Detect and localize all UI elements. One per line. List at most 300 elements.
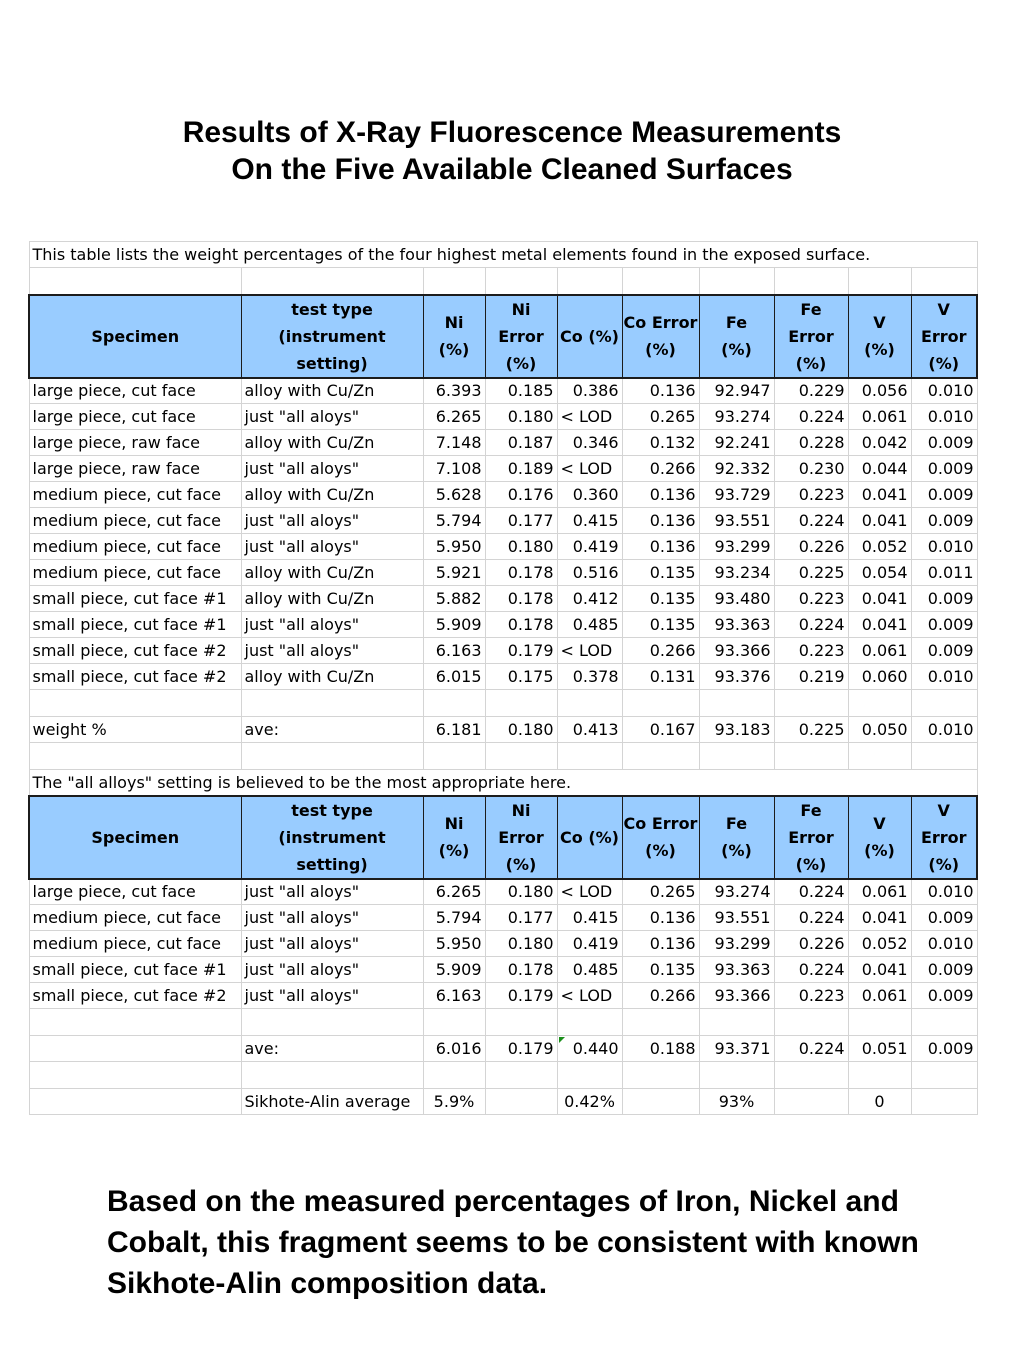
table-row — [29, 560, 977, 586]
value-cell[interactable]: 0.265 — [622, 404, 699, 430]
specimen-cell[interactable]: medium piece, cut face — [29, 508, 241, 534]
empty-cell[interactable] — [423, 690, 485, 717]
specimen-cell[interactable]: large piece, raw face — [29, 456, 241, 482]
value-cell[interactable]: 0.135 — [622, 560, 699, 586]
value-cell[interactable]: < LOD — [557, 456, 622, 482]
value-cell[interactable]: 93.363 — [699, 612, 774, 638]
empty-cell[interactable] — [423, 1009, 485, 1036]
header-row — [29, 295, 977, 378]
value-cell[interactable]: 0.219 — [774, 664, 848, 690]
value-cell[interactable]: 0.178 — [485, 560, 557, 586]
table-row — [29, 957, 977, 983]
value-cell[interactable]: < LOD — [557, 404, 622, 430]
empty-cell[interactable] — [622, 690, 699, 717]
value-cell[interactable]: 0.224 — [774, 879, 848, 905]
specimen-cell[interactable]: small piece, cut face #2 — [29, 664, 241, 690]
value-cell[interactable]: 0.009 — [911, 430, 977, 456]
value-cell[interactable]: 0.136 — [622, 508, 699, 534]
table-row — [29, 612, 977, 638]
specimen-cell[interactable]: medium piece, cut face — [29, 560, 241, 586]
value-cell[interactable]: 0.061 — [848, 638, 911, 664]
value-cell[interactable]: 0.224 — [774, 957, 848, 983]
value-cell[interactable]: 0.009 — [911, 983, 977, 1009]
table-row — [29, 879, 977, 905]
test-type-cell[interactable]: ave: — [241, 717, 423, 743]
value-cell[interactable]: 93.299 — [699, 931, 774, 957]
empty-cell[interactable] — [911, 1009, 977, 1036]
specimen-cell[interactable]: large piece, cut face — [29, 378, 241, 404]
value-cell[interactable]: 0.135 — [622, 957, 699, 983]
value-cell[interactable]: 0.136 — [622, 534, 699, 560]
value-cell[interactable]: 0.189 — [485, 456, 557, 482]
empty-cell[interactable] — [911, 690, 977, 717]
value-cell[interactable]: 93.371 — [699, 1036, 774, 1062]
value-cell[interactable]: 0.386 — [557, 378, 622, 404]
specimen-cell[interactable]: weight % — [29, 717, 241, 743]
value-cell[interactable]: 0.224 — [774, 404, 848, 430]
conclusion-text: Based on the measured percentages of Iron, Nickel and Cobalt, this fragment seems to be consistent with known Sikhote-Alin composition data. — [107, 1185, 919, 1300]
empty-cell[interactable] — [699, 1009, 774, 1036]
value-cell[interactable]: 93.551 — [699, 508, 774, 534]
empty-cell[interactable] — [241, 690, 423, 717]
value-cell[interactable]: 0.051 — [848, 1036, 911, 1062]
value-cell[interactable]: 0.175 — [485, 664, 557, 690]
value-cell[interactable]: 0.230 — [774, 456, 848, 482]
test-type-cell[interactable]: alloy with Cu/Zn — [241, 378, 423, 404]
test-type-cell[interactable]: alloy with Cu/Zn — [241, 560, 423, 586]
empty-cell[interactable] — [241, 1062, 423, 1089]
value-cell[interactable]: 6.163 — [423, 638, 485, 664]
value-cell[interactable]: 0.011 — [911, 560, 977, 586]
specimen-cell[interactable]: large piece, cut face — [29, 404, 241, 430]
specimen-cell[interactable]: small piece, cut face #1 — [29, 586, 241, 612]
value-cell[interactable]: 0.378 — [557, 664, 622, 690]
reference-value-cell[interactable] — [29, 1089, 241, 1115]
test-type-cell[interactable]: just "all aloys" — [241, 638, 423, 664]
table-caption-row — [29, 242, 977, 268]
test-type-cell[interactable]: ave: — [241, 1036, 423, 1062]
empty-cell[interactable] — [29, 743, 241, 770]
value-cell[interactable]: 0.180 — [485, 931, 557, 957]
value-cell[interactable]: 0.041 — [848, 482, 911, 508]
reference-value-cell[interactable] — [622, 1089, 699, 1115]
co-error-header — [622, 796, 699, 879]
value-cell[interactable]: 0.009 — [911, 456, 977, 482]
empty-cell[interactable] — [622, 1009, 699, 1036]
empty-cell[interactable] — [485, 1009, 557, 1036]
value-cell[interactable]: 92.241 — [699, 430, 774, 456]
empty-cell[interactable] — [423, 743, 485, 770]
empty-cell[interactable] — [622, 1062, 699, 1089]
specimen-cell[interactable]: large piece, raw face — [29, 430, 241, 456]
fe-header-line: (%) — [721, 841, 752, 860]
v-header — [848, 295, 911, 378]
value-cell[interactable]: 0.419 — [557, 534, 622, 560]
ni-error-header — [485, 796, 557, 879]
value-cell[interactable]: 0.177 — [485, 905, 557, 931]
value-cell[interactable]: 0.223 — [774, 586, 848, 612]
value-cell[interactable]: 0.061 — [848, 404, 911, 430]
test-type-cell[interactable]: just "all aloys" — [241, 931, 423, 957]
value-cell[interactable]: 5.950 — [423, 931, 485, 957]
value-cell[interactable]: 0.178 — [485, 586, 557, 612]
value-cell[interactable]: 93.376 — [699, 664, 774, 690]
blank-row — [29, 743, 977, 770]
value-cell[interactable]: 0.485 — [557, 612, 622, 638]
value-cell[interactable]: 0.010 — [911, 931, 977, 957]
value-cell[interactable]: 6.265 — [423, 404, 485, 430]
value-cell[interactable]: 0.009 — [911, 482, 977, 508]
reference-value-cell[interactable]: 5.9% — [423, 1089, 485, 1115]
value-cell[interactable]: 0.266 — [622, 456, 699, 482]
value-cell[interactable]: 0.413 — [557, 717, 622, 743]
table-row — [29, 931, 977, 957]
specimen-cell[interactable]: medium piece, cut face — [29, 905, 241, 931]
value-cell[interactable]: 0.415 — [557, 508, 622, 534]
test-type-cell[interactable]: just "all aloys" — [241, 879, 423, 905]
value-cell[interactable]: 0.226 — [774, 931, 848, 957]
value-cell[interactable]: 93.366 — [699, 983, 774, 1009]
empty-cell[interactable] — [557, 268, 622, 295]
value-cell[interactable]: 0.516 — [557, 560, 622, 586]
value-cell[interactable]: 0.223 — [774, 983, 848, 1009]
value-cell[interactable]: 6.393 — [423, 378, 485, 404]
empty-cell[interactable] — [557, 1009, 622, 1036]
co-header — [557, 796, 622, 879]
value-cell[interactable]: 0.061 — [848, 983, 911, 1009]
fe-error-header — [774, 295, 848, 378]
v-error-header-line: (%) — [928, 854, 960, 874]
value-cell[interactable]: 0.187 — [485, 430, 557, 456]
empty-cell[interactable] — [774, 690, 848, 717]
empty-cell[interactable] — [485, 268, 557, 295]
empty-cell[interactable] — [622, 268, 699, 295]
value-cell[interactable]: 0.180 — [485, 717, 557, 743]
specimen-header-line: Specimen — [91, 326, 180, 346]
value-cell[interactable]: 0.041 — [848, 508, 911, 534]
specimen-cell[interactable]: medium piece, cut face — [29, 534, 241, 560]
value-cell[interactable]: 0.009 — [911, 1036, 977, 1062]
table-row — [29, 586, 977, 612]
specimen-cell[interactable]: small piece, cut face #2 — [29, 638, 241, 664]
ni-error-header-line: (%) — [505, 353, 537, 373]
fe-error-header — [774, 796, 848, 879]
page-title — [0, 114, 1024, 188]
value-cell[interactable]: 0.009 — [911, 905, 977, 931]
fe-header-line: Fe — [725, 313, 748, 332]
value-cell[interactable]: 93.363 — [699, 957, 774, 983]
value-cell[interactable]: 0.419 — [557, 931, 622, 957]
value-cell[interactable]: 0.176 — [485, 482, 557, 508]
value-cell[interactable]: 0.135 — [622, 586, 699, 612]
value-cell[interactable]: 0.180 — [485, 404, 557, 430]
value-cell[interactable]: 0.010 — [911, 664, 977, 690]
blank-row — [29, 1062, 977, 1089]
value-cell[interactable]: 0.009 — [911, 508, 977, 534]
ni-header-line: (%) — [438, 841, 470, 860]
value-cell[interactable]: 0.229 — [774, 378, 848, 404]
empty-cell[interactable] — [29, 690, 241, 717]
empty-cell[interactable] — [423, 1062, 485, 1089]
ni-header — [423, 295, 485, 378]
test-type-cell[interactable]: just "all aloys" — [241, 456, 423, 482]
value-cell[interactable]: 5.909 — [423, 957, 485, 983]
value-cell[interactable]: 0.135 — [622, 612, 699, 638]
value-cell[interactable]: 93.274 — [699, 404, 774, 430]
table-row — [29, 430, 977, 456]
empty-cell[interactable] — [485, 743, 557, 770]
empty-cell[interactable] — [423, 268, 485, 295]
specimen-cell[interactable] — [29, 1036, 241, 1062]
test-type-cell[interactable]: just "all aloys" — [241, 404, 423, 430]
specimen-cell[interactable]: small piece, cut face #2 — [29, 983, 241, 1009]
value-cell[interactable]: 0.177 — [485, 508, 557, 534]
ni-error-header — [485, 295, 557, 378]
value-cell[interactable]: 6.015 — [423, 664, 485, 690]
specimen-cell[interactable]: large piece, cut face — [29, 879, 241, 905]
value-cell[interactable]: 6.016 — [423, 1036, 485, 1062]
empty-cell[interactable] — [774, 1009, 848, 1036]
value-cell[interactable]: 0.485 — [557, 957, 622, 983]
v-header-line: (%) — [864, 841, 895, 860]
value-cell[interactable]: 92.332 — [699, 456, 774, 482]
value-cell[interactable]: 5.794 — [423, 905, 485, 931]
value-cell[interactable]: 0.041 — [848, 612, 911, 638]
value-cell[interactable]: 0.010 — [911, 879, 977, 905]
table-row — [29, 905, 977, 931]
title-line-2: On the Five Available Cleaned Surfaces — [231, 153, 793, 186]
value-cell[interactable]: 0.224 — [774, 905, 848, 931]
value-cell[interactable]: 5.628 — [423, 482, 485, 508]
value-cell[interactable]: 93.274 — [699, 879, 774, 905]
value-cell[interactable]: 0.179 — [485, 638, 557, 664]
value-cell[interactable]: 6.163 — [423, 983, 485, 1009]
settings-note[interactable]: The "all alloys" setting is believed to be the most appropriate here. — [29, 770, 977, 796]
value-cell[interactable]: 0.225 — [774, 717, 848, 743]
value-cell[interactable]: 0.223 — [774, 638, 848, 664]
value-cell[interactable]: 0.010 — [911, 717, 977, 743]
co-error-header-line: Co Error — [623, 313, 698, 332]
value-cell[interactable]: 0.056 — [848, 378, 911, 404]
value-cell[interactable]: < LOD — [557, 638, 622, 664]
value-cell[interactable]: 0.223 — [774, 482, 848, 508]
value-cell[interactable]: 0.185 — [485, 378, 557, 404]
value-cell[interactable]: 5.794 — [423, 508, 485, 534]
value-cell[interactable]: 93.234 — [699, 560, 774, 586]
value-cell[interactable]: 0.009 — [911, 586, 977, 612]
value-cell[interactable]: 93.183 — [699, 717, 774, 743]
value-cell[interactable]: 0.009 — [911, 638, 977, 664]
value-cell[interactable]: 0.179 — [485, 983, 557, 1009]
value-cell[interactable]: 7.148 — [423, 430, 485, 456]
empty-cell[interactable] — [848, 1062, 911, 1089]
test-type-cell[interactable]: just "all aloys" — [241, 957, 423, 983]
empty-cell[interactable] — [774, 743, 848, 770]
empty-cell[interactable] — [848, 1009, 911, 1036]
value-cell[interactable]: 0.266 — [622, 983, 699, 1009]
empty-cell[interactable] — [29, 1009, 241, 1036]
value-cell[interactable]: 0.131 — [622, 664, 699, 690]
value-cell[interactable]: 0.346 — [557, 430, 622, 456]
value-cell[interactable]: 93.480 — [699, 586, 774, 612]
value-cell[interactable]: 0.360 — [557, 482, 622, 508]
table-row — [29, 638, 977, 664]
value-cell[interactable]: 0.061 — [848, 879, 911, 905]
specimen-cell[interactable]: medium piece, cut face — [29, 482, 241, 508]
settings-note-row — [29, 770, 977, 796]
value-cell[interactable]: 0.136 — [622, 931, 699, 957]
value-cell[interactable]: 5.882 — [423, 586, 485, 612]
value-cell[interactable]: 0.178 — [485, 612, 557, 638]
table-row — [29, 482, 977, 508]
value-cell[interactable]: 0.265 — [622, 879, 699, 905]
header-row-2 — [29, 796, 977, 879]
value-cell[interactable]: 0.041 — [848, 957, 911, 983]
value-cell[interactable]: 93.366 — [699, 638, 774, 664]
value-cell[interactable]: 0.050 — [848, 717, 911, 743]
value-cell[interactable]: 5.909 — [423, 612, 485, 638]
v-error-header-line: (%) — [928, 353, 960, 373]
value-cell[interactable]: 0.224 — [774, 612, 848, 638]
table-caption[interactable]: This table lists the weight percentages of the four highest metal elements found in the exposed surface. — [29, 242, 977, 268]
test-type-cell[interactable]: alloy with Cu/Zn — [241, 586, 423, 612]
specimen-cell[interactable]: small piece, cut face #1 — [29, 612, 241, 638]
empty-cell[interactable] — [557, 1062, 622, 1089]
value-cell[interactable]: 93.729 — [699, 482, 774, 508]
empty-cell[interactable] — [557, 690, 622, 717]
table-row — [29, 508, 977, 534]
value-cell[interactable]: 0.412 — [557, 586, 622, 612]
ni-header-line: (%) — [438, 340, 470, 359]
reference-value-cell[interactable]: 93% — [699, 1089, 774, 1115]
empty-cell[interactable] — [848, 743, 911, 770]
test-type-cell[interactable]: alloy with Cu/Zn — [241, 430, 423, 456]
value-cell[interactable]: 0.415 — [557, 905, 622, 931]
value-cell[interactable]: 0.010 — [911, 534, 977, 560]
value-cell[interactable]: 0.042 — [848, 430, 911, 456]
value-cell[interactable]: 0.167 — [622, 717, 699, 743]
empty-cell[interactable] — [699, 743, 774, 770]
value-cell[interactable]: 0.224 — [774, 508, 848, 534]
value-cell[interactable]: 5.921 — [423, 560, 485, 586]
value-cell[interactable]: 0.060 — [848, 664, 911, 690]
value-cell[interactable]: 92.947 — [699, 378, 774, 404]
value-cell[interactable]: 7.108 — [423, 456, 485, 482]
value-cell[interactable]: 0.044 — [848, 456, 911, 482]
value-cell[interactable]: 0.180 — [485, 534, 557, 560]
empty-cell[interactable] — [485, 1062, 557, 1089]
value-cell[interactable]: 93.551 — [699, 905, 774, 931]
reference-value-cell[interactable]: 0 — [848, 1089, 911, 1115]
empty-cell[interactable] — [29, 1062, 241, 1089]
value-cell[interactable]: 0.010 — [911, 404, 977, 430]
v-error-header-line: V Error — [920, 299, 967, 346]
empty-cell[interactable] — [774, 1062, 848, 1089]
ni-error-header-line: Ni Error — [498, 800, 544, 847]
specimen-cell[interactable]: medium piece, cut face — [29, 931, 241, 957]
test-type-cell[interactable]: just "all aloys" — [241, 534, 423, 560]
value-cell[interactable]: 93.299 — [699, 534, 774, 560]
value-cell[interactable]: 5.950 — [423, 534, 485, 560]
value-cell[interactable]: 0.054 — [848, 560, 911, 586]
test-type-cell[interactable]: just "all aloys" — [241, 905, 423, 931]
value-cell[interactable]: < LOD — [557, 983, 622, 1009]
value-cell[interactable]: 0.228 — [774, 430, 848, 456]
test-type-cell[interactable]: alloy with Cu/Zn — [241, 482, 423, 508]
empty-cell[interactable] — [848, 690, 911, 717]
test-type-cell[interactable]: just "all aloys" — [241, 508, 423, 534]
empty-cell[interactable] — [911, 268, 977, 295]
empty-cell[interactable] — [699, 690, 774, 717]
reference-value-cell[interactable]: 0.42% — [557, 1089, 622, 1115]
value-cell[interactable]: 0.009 — [911, 612, 977, 638]
value-cell[interactable]: 0.440 — [557, 1036, 622, 1062]
value-cell[interactable]: 0.136 — [622, 378, 699, 404]
empty-cell[interactable] — [622, 743, 699, 770]
reference-value-cell[interactable] — [911, 1089, 977, 1115]
reference-value-cell[interactable] — [485, 1089, 557, 1115]
value-cell[interactable]: 0.224 — [774, 1036, 848, 1062]
value-cell[interactable]: 0.178 — [485, 957, 557, 983]
value-cell[interactable]: 0.179 — [485, 1036, 557, 1062]
value-cell[interactable]: 0.009 — [911, 957, 977, 983]
summary-row-2 — [29, 1036, 977, 1062]
value-cell[interactable]: 0.136 — [622, 482, 699, 508]
empty-cell[interactable] — [241, 743, 423, 770]
empty-cell[interactable] — [241, 1009, 423, 1036]
value-cell[interactable]: 0.180 — [485, 879, 557, 905]
value-cell[interactable]: 0.052 — [848, 931, 911, 957]
test-type-cell[interactable]: just "all aloys" — [241, 612, 423, 638]
test-type-cell[interactable]: just "all aloys" — [241, 983, 423, 1009]
table-row — [29, 983, 977, 1009]
reference-value-cell[interactable] — [774, 1089, 848, 1115]
fe-error-header-line: Fe Error — [788, 299, 834, 346]
table-row — [29, 534, 977, 560]
value-cell[interactable]: 0.052 — [848, 534, 911, 560]
value-cell[interactable]: 0.041 — [848, 586, 911, 612]
value-cell[interactable]: 0.188 — [622, 1036, 699, 1062]
specimen-cell[interactable]: small piece, cut face #1 — [29, 957, 241, 983]
specimen-header — [29, 796, 241, 879]
empty-cell[interactable] — [29, 268, 241, 295]
value-cell[interactable]: 6.265 — [423, 879, 485, 905]
test-type-cell[interactable]: alloy with Cu/Zn — [241, 664, 423, 690]
empty-cell[interactable] — [848, 268, 911, 295]
value-cell[interactable]: 0.010 — [911, 378, 977, 404]
empty-cell[interactable] — [241, 268, 423, 295]
empty-cell[interactable] — [911, 1062, 977, 1089]
value-cell[interactable]: 0.226 — [774, 534, 848, 560]
value-cell[interactable]: 0.266 — [622, 638, 699, 664]
value-cell[interactable]: 0.136 — [622, 905, 699, 931]
value-cell[interactable]: 6.181 — [423, 717, 485, 743]
reference-label-cell[interactable]: Sikhote-Alin average — [241, 1089, 423, 1115]
value-cell[interactable]: 0.132 — [622, 430, 699, 456]
empty-cell[interactable] — [911, 743, 977, 770]
empty-cell[interactable] — [699, 1062, 774, 1089]
co-error-header — [622, 295, 699, 378]
value-cell[interactable]: < LOD — [557, 879, 622, 905]
comment-indicator-icon[interactable] — [559, 1037, 565, 1043]
empty-cell[interactable] — [774, 268, 848, 295]
fe-error-header-line: (%) — [795, 854, 827, 874]
empty-cell[interactable] — [699, 268, 774, 295]
empty-cell[interactable] — [557, 743, 622, 770]
value-cell[interactable]: 0.225 — [774, 560, 848, 586]
value-cell[interactable]: 0.041 — [848, 905, 911, 931]
empty-cell[interactable] — [485, 690, 557, 717]
